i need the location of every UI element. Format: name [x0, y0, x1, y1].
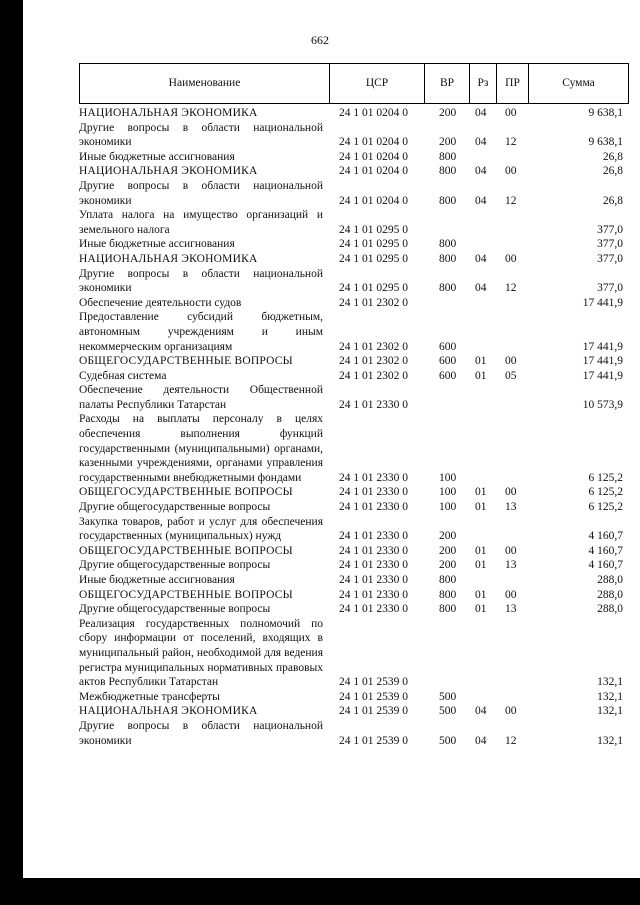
row-csr: 24 1 01 2330 0 [339, 501, 408, 514]
row-pr: 12 [505, 282, 517, 295]
table-row [79, 500, 629, 515]
row-vr: 600 [439, 369, 457, 382]
table-row [79, 106, 629, 121]
table-row [79, 690, 629, 705]
table-row [79, 412, 629, 485]
table-row [79, 354, 629, 369]
row-name: Судебная система [79, 369, 167, 382]
table-row [79, 573, 629, 588]
row-pr: 12 [505, 136, 517, 149]
row-vr: 200 [439, 559, 457, 572]
row-rz: 04 [475, 282, 487, 295]
row-sum: 377,0 [597, 238, 623, 251]
row-sum: 17 441,9 [582, 355, 623, 368]
row-name: Закупка товаров, работ и услуг для обеспечения государственных (муниципальных) нужд [79, 515, 323, 543]
row-pr: 00 [505, 486, 517, 499]
row-vr: 800 [439, 588, 457, 601]
row-sum: 17 441,9 [582, 369, 623, 382]
row-rz: 04 [475, 734, 487, 747]
row-vr: 800 [439, 238, 457, 251]
row-pr: 12 [505, 194, 517, 207]
row-name: Другие общегосударственные вопросы [79, 501, 271, 514]
table-row [79, 704, 629, 719]
header-sum: Сумма [562, 77, 595, 89]
row-pr: 12 [505, 734, 517, 747]
row-csr: 24 1 01 2539 0 [339, 705, 408, 718]
table-row [79, 121, 629, 150]
row-csr: 24 1 01 2330 0 [339, 530, 408, 543]
table-row [79, 369, 629, 384]
row-pr: 00 [505, 165, 517, 178]
row-name: Иные бюджетные ассигнования [79, 150, 235, 163]
row-csr: 24 1 01 2330 0 [339, 398, 408, 411]
table-row [79, 544, 629, 559]
table-row [79, 602, 629, 617]
row-sum: 4 160,7 [588, 559, 623, 572]
row-vr: 100 [439, 501, 457, 514]
row-name: Другие вопросы в области национальной экономики [79, 719, 323, 747]
row-name: Иные бюджетные ассигнования [79, 574, 235, 586]
row-vr: 500 [439, 690, 457, 703]
row-sum: 26,8 [602, 150, 623, 163]
row-sum: 26,8 [602, 194, 623, 207]
row-csr: 24 1 01 2539 0 [339, 734, 408, 747]
row-sum: 132,1 [597, 705, 623, 718]
row-sum: 10 573,9 [582, 398, 623, 411]
row-vr: 100 [439, 486, 457, 499]
row-sum: 6 125,2 [588, 471, 623, 484]
row-pr: 00 [505, 588, 517, 601]
table-body [79, 106, 629, 748]
row-sum: 17 441,9 [582, 296, 623, 309]
row-rz: 01 [475, 544, 487, 557]
header-vr: ВР [425, 64, 470, 103]
header-rz: Рз [470, 64, 497, 103]
header-pr: ПР [497, 64, 529, 103]
row-sum: 288,0 [597, 588, 623, 601]
row-name: Другие вопросы в области национальной экономики [79, 179, 323, 207]
row-vr: 800 [439, 603, 457, 616]
row-vr: 100 [439, 471, 457, 484]
row-csr: 24 1 01 2302 0 [339, 355, 408, 368]
row-name: НАЦИОНАЛЬНАЯ ЭКОНОМИКА [79, 107, 258, 119]
row-csr: 24 1 01 0204 0 [339, 136, 408, 149]
row-pr: 00 [505, 544, 517, 557]
row-name: НАЦИОНАЛЬНАЯ ЭКОНОМИКА [79, 252, 258, 265]
row-csr: 24 1 01 0295 0 [339, 238, 408, 251]
table-header [79, 63, 629, 104]
row-sum: 288,0 [597, 574, 623, 586]
row-csr: 24 1 01 2539 0 [339, 690, 408, 703]
row-name: Межбюджетные трансферты [79, 690, 220, 703]
header-csr: ЦСР [330, 64, 425, 103]
row-sum: 26,8 [602, 165, 623, 178]
row-sum: 17 441,9 [582, 340, 623, 353]
table-row [79, 617, 629, 690]
row-name: Другие общегосударственные вопросы [79, 603, 271, 616]
row-sum: 9 638,1 [588, 107, 623, 119]
scan-border-left [0, 0, 23, 905]
row-rz: 04 [475, 252, 487, 265]
row-csr: 24 1 01 0204 0 [339, 194, 408, 207]
row-name: ОБЩЕГОСУДАРСТВЕННЫЕ ВОПРОСЫ [79, 588, 293, 601]
row-rz: 01 [475, 588, 487, 601]
row-rz: 01 [475, 486, 487, 499]
row-csr: 24 1 01 2330 0 [339, 574, 408, 586]
row-pr: 00 [505, 355, 517, 368]
row-name: Расходы на выплаты персоналу в целях обеспечения выполнения функций государственными (муниципальными) органами, казенными учреждениями, органами управления государственными внебюджетными фондами [79, 413, 323, 484]
row-vr: 500 [439, 734, 457, 747]
row-csr: 24 1 01 0295 0 [339, 282, 408, 295]
row-vr: 200 [439, 107, 457, 119]
row-sum: 132,1 [597, 690, 623, 703]
row-sum: 288,0 [597, 603, 623, 616]
row-vr: 800 [439, 194, 457, 207]
row-sum: 377,0 [597, 252, 623, 265]
row-sum: 9 638,1 [588, 136, 623, 149]
row-pr: 00 [505, 705, 517, 718]
table-row [79, 164, 629, 179]
page-number: 662 [311, 33, 329, 47]
row-sum: 4 160,7 [588, 544, 623, 557]
row-vr: 200 [439, 530, 457, 543]
row-sum: 377,0 [597, 282, 623, 295]
row-vr: 800 [439, 150, 457, 163]
table-row [79, 179, 629, 208]
row-rz: 01 [475, 559, 487, 572]
row-csr: 24 1 01 2330 0 [339, 471, 408, 484]
row-csr: 24 1 01 0295 0 [339, 223, 408, 236]
row-name: НАЦИОНАЛЬНАЯ ЭКОНОМИКА [79, 165, 258, 178]
row-csr: 24 1 01 2539 0 [339, 676, 408, 689]
row-csr: 24 1 01 0295 0 [339, 252, 408, 265]
row-pr: 13 [505, 559, 517, 572]
row-csr: 24 1 01 2302 0 [339, 369, 408, 382]
row-vr: 600 [439, 355, 457, 368]
row-rz: 04 [475, 194, 487, 207]
table-row [79, 515, 629, 544]
row-name: НАЦИОНАЛЬНАЯ ЭКОНОМИКА [79, 705, 258, 718]
row-vr: 600 [439, 340, 457, 353]
row-name: Реализация государственных полномочий по сбору информации от поселений, входящих в муниципальный район, необходимой для ведения регистра муниципальных нормативных правовых актов Республики Татарстан [79, 617, 323, 689]
row-pr: 13 [505, 501, 517, 514]
row-name: Обеспечение деятельности судов [79, 296, 242, 309]
row-sum: 4 160,7 [588, 530, 623, 543]
row-sum: 377,0 [597, 223, 623, 236]
row-rz: 01 [475, 501, 487, 514]
row-sum: 6 125,2 [588, 501, 623, 514]
row-pr: 00 [505, 107, 517, 119]
table-row [79, 150, 629, 165]
row-csr: 24 1 01 2330 0 [339, 544, 408, 557]
row-csr: 24 1 01 2330 0 [339, 559, 408, 572]
row-rz: 01 [475, 355, 487, 368]
row-csr: 24 1 01 0204 0 [339, 165, 408, 178]
row-name: Обеспечение деятельности Общественной палаты Республики Татарстан [79, 384, 323, 411]
row-name: Уплата налога на имущество организаций и земельного налога [79, 209, 323, 236]
row-name: ОБЩЕГОСУДАРСТВЕННЫЕ ВОПРОСЫ [79, 355, 293, 368]
row-name: Иные бюджетные ассигнования [79, 238, 235, 251]
row-csr: 24 1 01 2302 0 [339, 340, 408, 353]
table-row [79, 208, 629, 237]
row-name: ОБЩЕГОСУДАРСТВЕННЫЕ ВОПРОСЫ [79, 544, 293, 557]
row-rz: 04 [475, 165, 487, 178]
row-vr: 500 [439, 705, 457, 718]
table-row [79, 383, 629, 412]
table-row [79, 296, 629, 311]
row-name: Предоставление субсидий бюджетным, автономным учреждениям и иным некоммерческим организациям [79, 311, 323, 353]
row-sum: 132,1 [597, 676, 623, 689]
row-csr: 24 1 01 2330 0 [339, 486, 408, 499]
scan-border-bottom [0, 878, 640, 905]
row-sum: 132,1 [597, 734, 623, 747]
row-vr: 800 [439, 252, 457, 265]
row-vr: 200 [439, 544, 457, 557]
row-csr: 24 1 01 0204 0 [339, 107, 408, 119]
table-row [79, 485, 629, 500]
header-name: Наименование [80, 64, 330, 103]
row-name: Другие общегосударственные вопросы [79, 559, 271, 572]
row-csr: 24 1 01 0204 0 [339, 150, 408, 163]
table-row [79, 267, 629, 296]
row-name: Другие вопросы в области национальной экономики [79, 267, 323, 295]
table-row [79, 237, 629, 252]
row-sum: 6 125,2 [588, 486, 623, 499]
row-vr: 800 [439, 282, 457, 295]
row-pr: 00 [505, 252, 517, 265]
row-csr: 24 1 01 2330 0 [339, 603, 408, 616]
row-vr: 800 [439, 165, 457, 178]
row-rz: 04 [475, 705, 487, 718]
row-name: Другие вопросы в области национальной экономики [79, 121, 323, 149]
row-rz: 04 [475, 107, 487, 119]
row-pr: 13 [505, 603, 517, 616]
row-pr: 05 [505, 369, 517, 382]
table-row [79, 310, 629, 354]
row-csr: 24 1 01 2302 0 [339, 296, 408, 309]
row-vr: 200 [439, 136, 457, 149]
table-row [79, 719, 629, 748]
row-rz: 01 [475, 369, 487, 382]
row-vr: 800 [439, 574, 457, 586]
row-name: ОБЩЕГОСУДАРСТВЕННЫЕ ВОПРОСЫ [79, 486, 293, 499]
row-rz: 04 [475, 136, 487, 149]
row-csr: 24 1 01 2330 0 [339, 588, 408, 601]
table-row [79, 558, 629, 573]
table-row [79, 252, 629, 267]
row-rz: 01 [475, 603, 487, 616]
table-row [79, 588, 629, 603]
